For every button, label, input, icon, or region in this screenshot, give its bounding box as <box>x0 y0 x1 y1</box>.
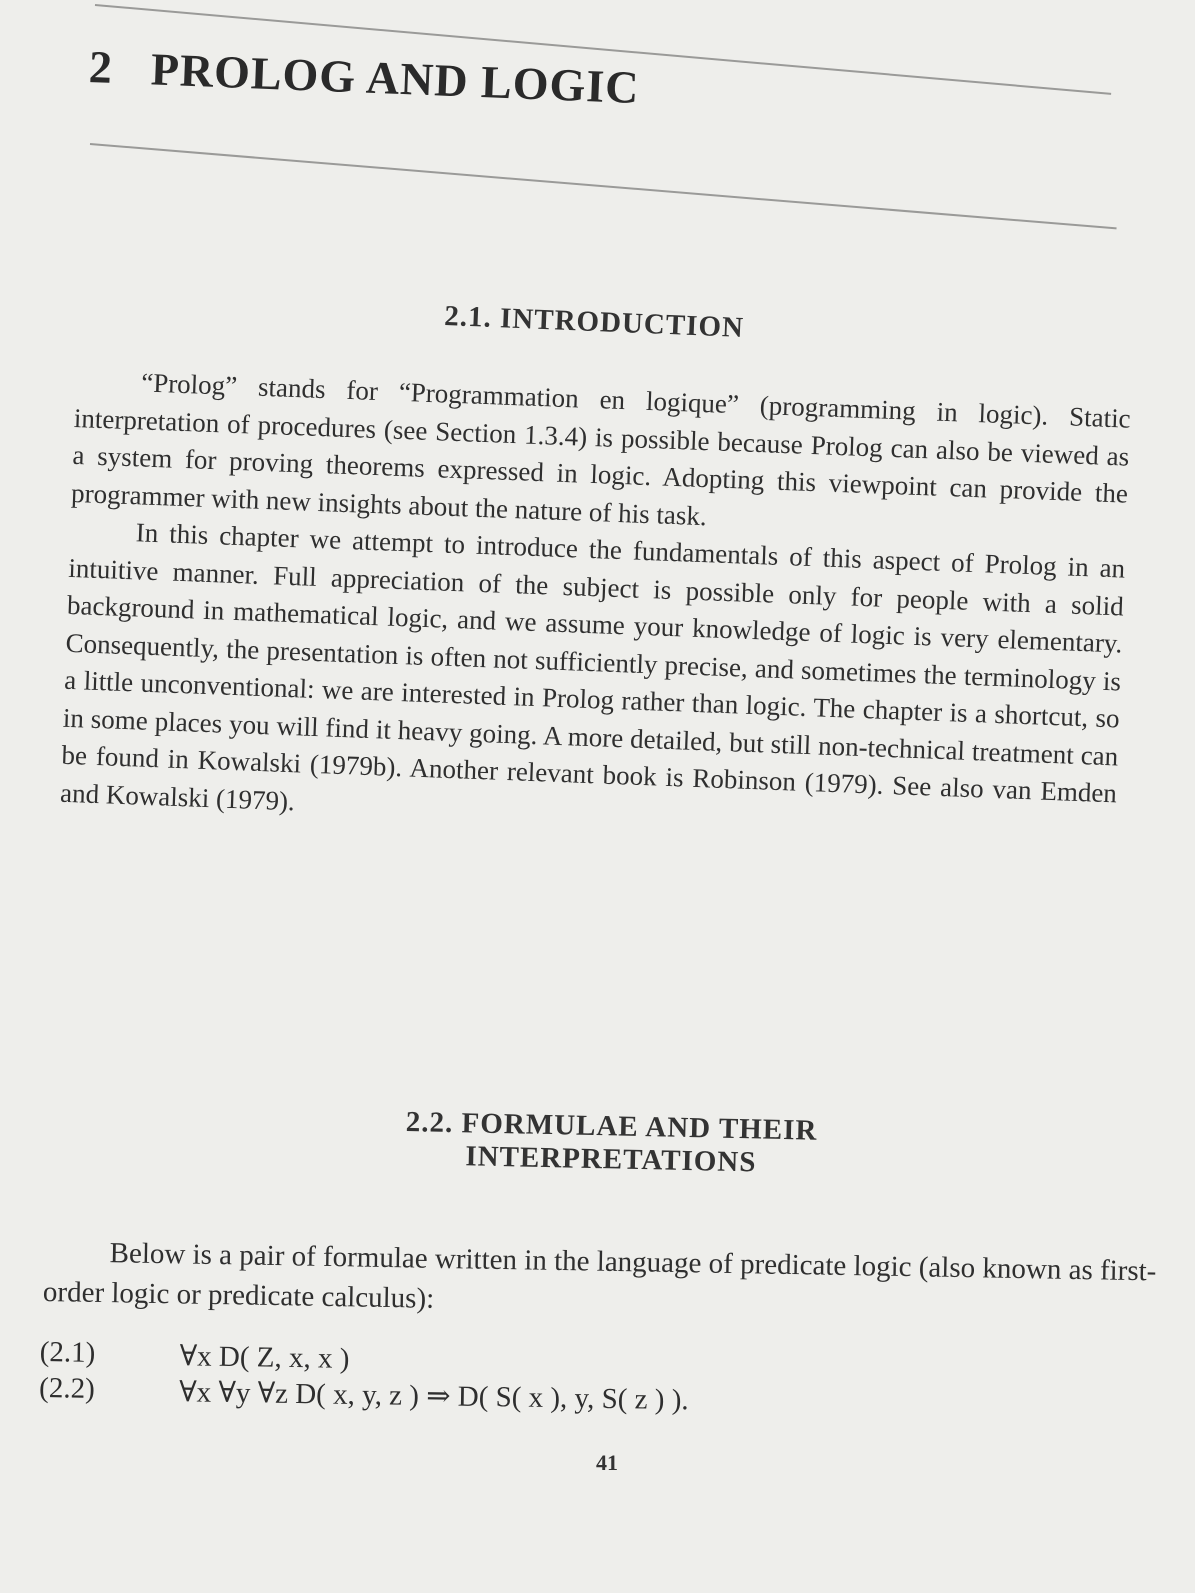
introduction-text <box>60 362 1132 850</box>
chapter-title: PROLOG AND LOGIC <box>149 43 641 114</box>
section-title-line-2: INTERPRETATIONS <box>465 1140 757 1179</box>
formula-list <box>39 1336 1040 1424</box>
section-title-line-1: 2.2. FORMULAE AND THEIR <box>405 1106 818 1147</box>
introduction-paragraph-1: “Prolog” stands for “Programmation en logique” (programming in logic). Static interpretation of procedures (see Section 1.3.4) is possible because Prolog can also be viewed as a system for proving theorems expressed in logic. Adopting this viewpoint can provide the programmer with new insights about the nature of his task. <box>70 367 1132 531</box>
chapter-heading <box>88 40 640 114</box>
formulae-intro-paragraph: Below is a pair of formulae written in the language of predicate logic (also known as first-order logic or predicate calculus): <box>42 1237 1157 1315</box>
section-title-introduction: 2.1. INTRODUCTION <box>443 300 745 345</box>
formulae-intro-text <box>43 1232 1184 1332</box>
section-title-formulae <box>355 1105 868 1182</box>
introduction-paragraph-2: In this chapter we attempt to introduce the fundamentals of this aspect of Prolog in an intuitive manner. Full appreciation of the subject is possible only for people with a solid background in mathematical logic, and we assume your knowledge of logic is very elementary. Consequently, the presentation is often not sufficiently precise, and sometimes the terminology is a little unconventional: we are interested in Prolog rather than logic. The chapter is a shortcut, so in some places you will find it heavy going. A more detailed, but still non-technical treatment can be found in Kowalski (1979b). Another relevant book is Robinson (1979). See also van Emden and Kowalski (1979). <box>59 517 1126 816</box>
page-number: 41 <box>596 1450 618 1475</box>
chapter-number: 2 <box>88 40 114 93</box>
formula-number: (2.1) <box>39 1336 96 1369</box>
formula-expression: ∀x ∀y ∀z D( x, y, z ) ⇒ D( S( x ), y, S( z ) ). <box>178 1376 689 1417</box>
chapter-underline <box>90 143 1117 229</box>
formula-expression: ∀x D( Z, x, x ) <box>179 1340 350 1375</box>
formula-number: (2.2) <box>38 1371 96 1405</box>
